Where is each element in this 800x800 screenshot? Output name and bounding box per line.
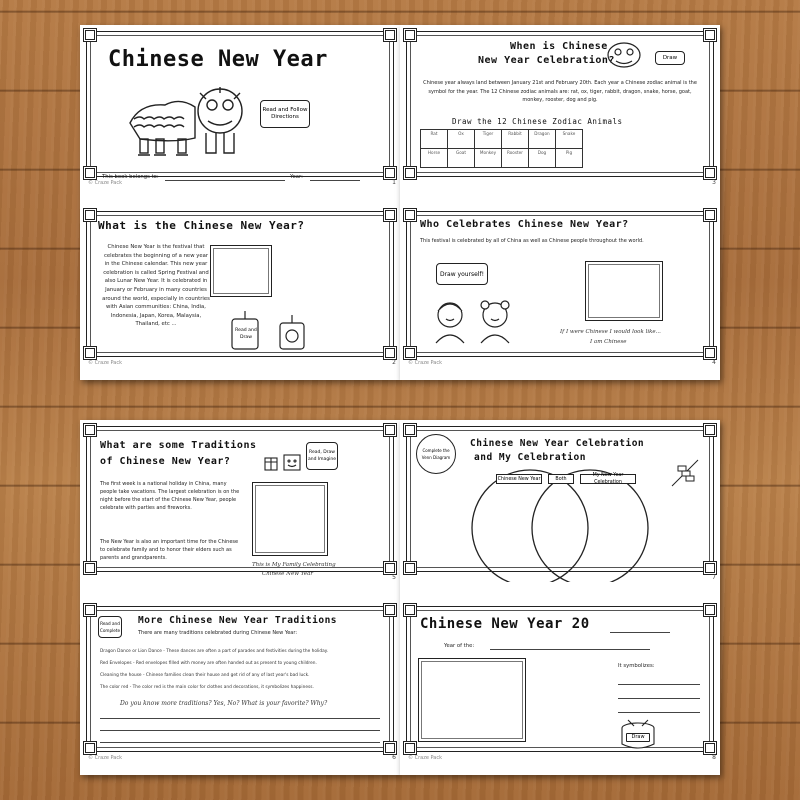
tradition-item: The color red - The color red is the main color for clothes and decorations, it symbolizes happiness. [100, 685, 314, 690]
drawing-box [210, 245, 272, 297]
subtitle: There are many traditions celebrated during Chinese New Year: [138, 630, 297, 636]
drawing-box [585, 261, 663, 321]
page-2 [80, 205, 400, 367]
answer-line [618, 712, 700, 713]
page-number: 3 [712, 179, 716, 186]
brand-mark: © Craze Pack [88, 755, 122, 761]
page-title: What are some Traditions [100, 440, 257, 451]
symbolizes-label: It symbolizes: [618, 663, 655, 669]
read-follow-bubble: Read and Follow Directions [260, 100, 310, 128]
venn-badge: Complete the Venn Diagram [416, 434, 456, 474]
page-1 [80, 25, 400, 187]
page-title: Chinese New Year 20 [420, 616, 590, 632]
zodiac-cell: Tiger [475, 130, 502, 149]
worksheet-sheet-top-right [400, 25, 720, 380]
belongs-label: This book belongs to: [102, 174, 159, 180]
page-title: Who Celebrates Chinese New Year? [420, 219, 629, 230]
draw-bubble: Draw [655, 51, 685, 65]
page-4 [400, 205, 720, 367]
children-illustration [430, 295, 520, 345]
zodiac-grid-title: Draw the 12 Chinese Zodiac Animals [452, 117, 623, 126]
year-line [310, 180, 360, 181]
lion-head-icon [604, 39, 644, 69]
tradition-item: Dragon Dance or Lion Dance - These dances are often a part of parades and festivities during the holiday. [100, 649, 328, 654]
venn-label-left: Chinese New Year [496, 474, 542, 484]
zodiac-cell: Pig [556, 149, 583, 168]
page-number: 6 [392, 754, 396, 761]
gift-and-smile-icon [264, 452, 304, 472]
read-draw-imagine-bubble: Read, Draw and Imagine [306, 442, 338, 470]
lion-dance-illustration [120, 83, 250, 163]
zodiac-cell: Rat [421, 130, 448, 149]
page-title-line-2: and My Celebration [474, 452, 586, 463]
drawing-box [418, 658, 526, 742]
page-title-line-2: New Year Celebration? [478, 55, 615, 66]
answer-line [618, 684, 700, 685]
caption-line-2: I am Chinese [590, 339, 627, 345]
worksheet-sheet-bottom-right [400, 420, 720, 775]
caption-line-1: If I were Chinese I would look like... [560, 329, 661, 335]
page-title: More Chinese New Year Traditions [138, 615, 338, 626]
page-3 [400, 25, 720, 187]
page-5 [80, 420, 400, 582]
answer-line [100, 730, 380, 731]
drawing-box [252, 482, 328, 556]
page-title: What is the Chinese New Year? [98, 219, 305, 232]
page-number: 8 [712, 754, 716, 761]
venn-label-middle: Both [548, 474, 574, 484]
tradition-item: Red Envelopes - Red envelopes filled with money are often handed out as present to young children. [100, 661, 317, 666]
zodiac-grid [420, 129, 583, 168]
zodiac-cell: Dog [529, 149, 556, 168]
brand-mark: © Craze Pack [88, 180, 122, 186]
zodiac-cell: Rabbit [502, 130, 529, 149]
answer-line [100, 742, 380, 743]
body-paragraph-2: The New Year is also an important time for the Chinese to celebrate family and to honor their elders such as parents and grandparents. [100, 539, 239, 561]
venn-label-right: My New Year Celebration [580, 474, 636, 484]
question-text: Do you know more traditions? Yes, No? What is your favorite? Why? [120, 700, 328, 707]
name-line [165, 180, 285, 181]
page-number: 7 [712, 574, 716, 581]
firecrackers-icon [668, 458, 702, 488]
page-7 [400, 420, 720, 582]
body-paragraph-1: The first week is a national holiday in China, many people take vacations. The largest celebration is on the night before the start of the Chinese New Year, people celebrate with parties and fireworks. [100, 481, 240, 511]
zodiac-cell: Monkey [475, 149, 502, 168]
page-8 [400, 600, 720, 762]
zodiac-cell: Dragon [529, 130, 556, 149]
zodiac-cell: Horse [421, 149, 448, 168]
year-of-label: Year of the: [444, 643, 475, 649]
zodiac-cell: Goat [448, 149, 475, 168]
page-number: 4 [712, 359, 716, 366]
page-title: When is Chinese [510, 41, 608, 52]
page-6 [80, 600, 400, 762]
tradition-item: Cleaning the house - Chinese families clean their house and get rid of any of last year's bad luck. [100, 673, 310, 678]
body-text: Chinese year always land between January 21st and February 20th. Each year a Chinese zodiac animal is the symbol for the year. The 12 Chinese zodiac animals are: rat, ox, tiger, rabbit, dragon, snake, horse, goat, monkey, rooster, dog and pig. [423, 80, 697, 104]
page-title-line-2: of Chinese New Year? [100, 456, 231, 467]
answer-line [618, 698, 700, 699]
brand-mark: © Craze Pack [408, 755, 442, 761]
worksheet-sheet-top-left [80, 25, 400, 380]
answer-line [100, 718, 380, 719]
page-title: Chinese New Year Celebration [470, 438, 645, 449]
page-title: Chinese New Year [108, 47, 328, 72]
brand-mark: © Craze Pack [408, 360, 442, 366]
body-text: Chinese New Year is the festival that celebrates the beginning of a new year in the Chinese calendar. This new year celebration is called Spring Festival and also Lunar New Year. It is celebrated in January or February in many countries around the world, especially in countries with Asian communities: China, India, Indonesia, Japan, Korea, Malaysia, Thailand, etc ... [102, 244, 210, 328]
draw-yourself-bubble: Draw yourself! [436, 263, 488, 285]
read-complete-badge: Read and Complete [98, 616, 122, 638]
zodiac-cell: Ox [448, 130, 475, 149]
read-draw-badge: Read and Draw [235, 328, 257, 340]
page-number: 5 [392, 574, 396, 581]
year-line [610, 632, 670, 633]
brand-mark: © Craze Pack [88, 360, 122, 366]
year-of-line [490, 649, 650, 650]
year-label: Year: [290, 174, 303, 180]
caption-line-1: This is My Family Celebrating [252, 562, 336, 568]
zodiac-cell: Snake [556, 130, 583, 149]
page-number: 2 [392, 359, 396, 366]
draw-label: Draw [626, 733, 650, 742]
zodiac-cell: Rooster [502, 149, 529, 168]
caption-line-2: Chinese New Year [262, 571, 313, 577]
worksheet-sheet-bottom-left [80, 420, 400, 775]
page-number: 1 [392, 179, 396, 186]
body-text: This festival is celebrated by all of China as well as Chinese people throughout the world. [420, 238, 644, 244]
